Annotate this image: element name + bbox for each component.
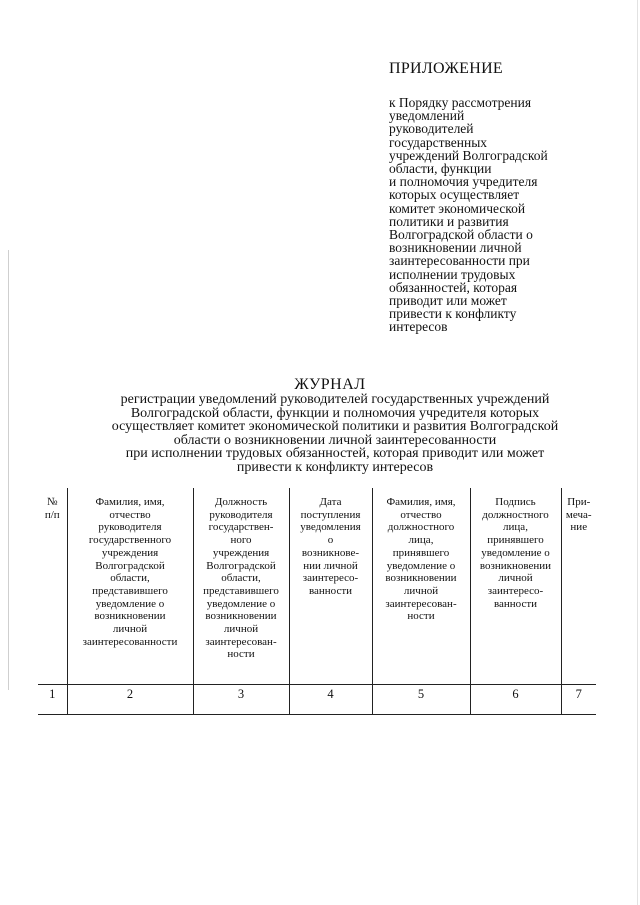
- column-number-1: 1: [38, 685, 67, 715]
- appendix-line: интересов: [389, 319, 448, 335]
- column-header-line: представившего: [92, 584, 168, 597]
- column-header-line: личной: [498, 572, 533, 585]
- column-header-line: ного: [230, 534, 252, 547]
- journal-subtitle-line: области о возникновении личной заинтересованности: [173, 432, 497, 448]
- appendix-line: приводит или может: [389, 293, 507, 309]
- appendix-line: государственных: [389, 134, 488, 150]
- journal-subtitle-line: привести к конфликту интересов: [236, 459, 434, 475]
- journal-table: [38, 488, 596, 715]
- column-header-line: №: [47, 496, 58, 508]
- column-header-line: учреждения: [212, 546, 270, 559]
- appendix-reference: [389, 96, 589, 334]
- appendix-line: обязанностей, которая: [389, 279, 518, 295]
- column-header-line: отчество: [109, 508, 151, 521]
- appendix-line: заинтересованности при: [389, 253, 530, 269]
- column-header-line: руководителя: [98, 521, 162, 534]
- column-number-7: 7: [561, 685, 596, 715]
- column-number-4: 4: [289, 685, 372, 715]
- column-header-line: государственного: [88, 534, 172, 547]
- column-header-line: принявшего: [392, 546, 450, 559]
- appendix-line: исполнении трудовых: [389, 266, 516, 282]
- column-header-line: п/п: [44, 508, 60, 521]
- column-header-line: Фамилия, имя,: [95, 496, 165, 508]
- column-header-line: Волгоградской: [206, 559, 276, 572]
- column-header-4: [289, 488, 372, 685]
- appendix-line: руководителей: [389, 121, 474, 137]
- column-header-line: личной: [112, 623, 148, 636]
- journal-subtitle-line: осуществляет комитет экономической политики и развития Волгоградской: [111, 419, 559, 434]
- column-header-line: должностного: [387, 521, 455, 534]
- appendix-line: и полномочия учредителя: [389, 174, 538, 190]
- column-header-line: ванности: [308, 584, 353, 597]
- column-header-line: личной: [403, 584, 439, 597]
- column-header-line: заинтересо-: [487, 584, 544, 597]
- appendix-line: области, функции: [389, 161, 492, 177]
- appendix-line: к Порядку рассмотрения: [389, 95, 532, 110]
- appendix-line: политики и развития: [389, 213, 509, 229]
- column-header-line: лица,: [408, 534, 434, 547]
- column-header-line: государствен-: [208, 521, 274, 534]
- column-header-line: области,: [221, 572, 261, 585]
- table-number-row: [38, 685, 596, 715]
- journal-subtitle-line: при исполнении трудовых обязанностей, которая приводит или может: [125, 446, 545, 461]
- column-header-line: ние: [570, 521, 588, 534]
- column-header-line: принявшего: [487, 534, 544, 547]
- column-header-line: руководителя: [209, 508, 273, 521]
- column-header-line: ванности: [493, 597, 538, 610]
- column-header-line: возникновении: [205, 610, 277, 623]
- column-header-line: При-: [567, 496, 591, 508]
- column-header-line: Должность: [214, 496, 268, 508]
- appendix-title: ПРИЛОЖЕНИЕ: [389, 60, 504, 77]
- appendix-line: возникновении личной: [389, 240, 522, 256]
- column-header-line: уведомление о: [386, 559, 456, 572]
- column-header-1: [38, 488, 67, 685]
- column-header-line: уведомления: [300, 521, 361, 534]
- column-header-6: [470, 488, 561, 685]
- column-header-line: о: [327, 534, 334, 547]
- column-header-line: заинтересованности: [82, 635, 178, 648]
- column-header-2: [67, 488, 193, 685]
- column-header-line: заинтересован-: [385, 597, 457, 610]
- journal-subtitle-line: регистрации уведомлений руководителей государственных учреждений: [120, 392, 550, 407]
- appendix-line: привести к конфликту: [389, 306, 517, 322]
- column-header-line: возникновении: [479, 559, 552, 572]
- appendix-line: уведомлений: [389, 108, 465, 124]
- column-number-5: 5: [372, 685, 470, 715]
- column-header-line: уведомление о: [95, 597, 165, 610]
- appendix-line: которых осуществляет: [389, 187, 520, 203]
- column-header-5: [372, 488, 470, 685]
- column-header-line: возникновении: [94, 610, 166, 623]
- column-header-line: личной: [223, 623, 259, 636]
- column-header-line: ности: [227, 648, 255, 661]
- column-header-line: Подпись: [495, 496, 536, 508]
- column-number-6: 6: [470, 685, 561, 715]
- column-header-line: Волгоградской: [95, 559, 165, 572]
- column-header-3: [193, 488, 289, 685]
- column-header-line: заинтересован-: [205, 635, 277, 648]
- column-header-line: Фамилия, имя,: [386, 496, 456, 508]
- journal-title: ЖУРНАЛ: [294, 376, 366, 393]
- journal-subtitle: [0, 393, 640, 474]
- column-header-line: меча-: [565, 508, 592, 521]
- column-header-line: должностного: [482, 508, 549, 521]
- column-header-7: [561, 488, 596, 685]
- column-number-2: 2: [67, 685, 193, 715]
- column-number-3: 3: [193, 685, 289, 715]
- column-header-line: Дата: [319, 496, 342, 508]
- column-header-line: области,: [110, 572, 150, 585]
- column-header-line: возникнове-: [301, 546, 360, 559]
- column-header-line: возникновении: [385, 572, 457, 585]
- column-header-line: учреждения: [101, 546, 159, 559]
- column-header-line: отчество: [400, 508, 442, 521]
- column-header-line: уведомление о: [481, 546, 550, 559]
- column-header-line: ности: [407, 610, 435, 623]
- appendix-line: Волгоградской области о: [389, 227, 533, 243]
- column-header-line: заинтересо-: [302, 572, 359, 585]
- journal-subtitle-line: Волгоградской области, функции и полномочия учредителя которых: [130, 405, 540, 421]
- appendix-line: комитет экономической: [389, 200, 526, 216]
- appendix-line: учреждений Волгоградской: [389, 147, 548, 163]
- column-header-line: представившего: [203, 584, 279, 597]
- column-header-line: лица,: [503, 521, 528, 534]
- table-header-row: [38, 488, 596, 685]
- column-header-line: нии личной: [303, 559, 358, 572]
- column-header-line: уведомление о: [206, 597, 276, 610]
- column-header-line: поступления: [300, 508, 361, 521]
